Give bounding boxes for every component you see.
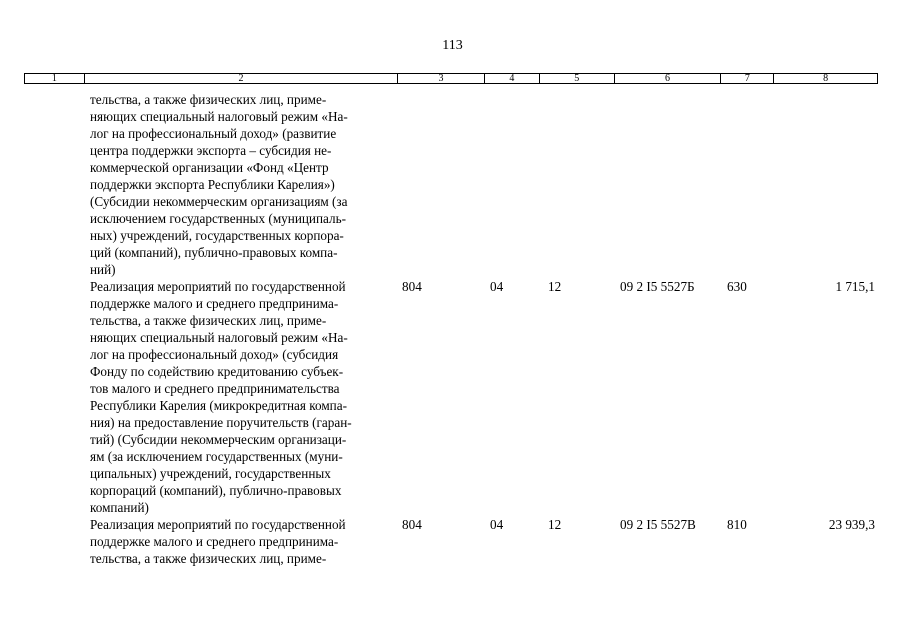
description-line: Реализация мероприятий по государственной bbox=[90, 517, 346, 532]
description-line: корпораций (компаний), публично-правовых bbox=[90, 483, 342, 498]
description-line: няющих специальный налоговый режим «На- bbox=[90, 109, 348, 124]
description-line: ных) учреждений, государственных корпора- bbox=[90, 228, 344, 243]
description-line: компаний) bbox=[90, 500, 149, 515]
row-description bbox=[90, 516, 390, 567]
description-line: ям (за исключением государственных (муни- bbox=[90, 449, 343, 464]
column-number-4: 4 bbox=[485, 74, 540, 83]
cell-subsection: 12 bbox=[548, 279, 562, 294]
description-line: лог на профессиональный доход» (субсидия bbox=[90, 347, 339, 362]
row-description bbox=[90, 278, 390, 516]
description-line: ний) bbox=[90, 262, 116, 277]
column-number-5: 5 bbox=[540, 74, 615, 83]
description-line: исключением государственных (муниципаль- bbox=[90, 211, 347, 226]
cell-ministry-code: 804 bbox=[402, 279, 422, 294]
column-number-2: 2 bbox=[85, 74, 398, 83]
description-line: ций (компаний), публично-правовых компа- bbox=[90, 245, 338, 260]
description-line: тов малого и среднего предпринимательства bbox=[90, 381, 340, 396]
table-header-row bbox=[24, 73, 878, 84]
cell-subsection: 12 bbox=[548, 517, 562, 532]
description-line: (Субсидии некоммерческим организациям (за bbox=[90, 194, 348, 209]
description-line: поддержке малого и среднего предпринима- bbox=[90, 534, 339, 549]
cell-section: 04 bbox=[490, 279, 504, 294]
description-line: тельства, а также физических лиц, приме- bbox=[90, 313, 327, 328]
description-line: коммерческой организации «Фонд «Центр bbox=[90, 160, 329, 175]
cell-section: 04 bbox=[490, 517, 504, 532]
cell-amount: 23 939,3 bbox=[828, 517, 875, 532]
description-line: Фонду по содействию кредитованию субъек- bbox=[90, 364, 344, 379]
cell-ministry-code: 804 bbox=[402, 517, 422, 532]
cell-target-article: 09 2 I5 5527Б bbox=[620, 279, 695, 294]
description-line: ципальных) учреждений, государственных bbox=[90, 466, 331, 481]
description-line: лог на профессиональный доход» (развитие bbox=[90, 126, 337, 141]
cell-amount: 1 715,1 bbox=[835, 279, 875, 294]
cell-expense-type: 810 bbox=[727, 517, 747, 532]
cell-target-article: 09 2 I5 5527В bbox=[620, 517, 696, 532]
description-line: ния) на предоставление поручительств (гаран- bbox=[90, 415, 352, 430]
description-line: няющих специальный налоговый режим «На- bbox=[90, 330, 348, 345]
description-line: центра поддержки экспорта – субсидия не- bbox=[90, 143, 332, 158]
cell-expense-type: 630 bbox=[727, 279, 747, 294]
column-number-6: 6 bbox=[615, 74, 722, 83]
column-number-3: 3 bbox=[398, 74, 485, 83]
description-line: Реализация мероприятий по государственной bbox=[90, 279, 346, 294]
column-number-1: 1 bbox=[25, 74, 85, 83]
description-line: Республики Карелия (микрокредитная компа- bbox=[90, 398, 347, 413]
page-number: 113 bbox=[442, 38, 463, 53]
description-line: поддержке малого и среднего предпринима- bbox=[90, 296, 339, 311]
description-line: тий) (Субсидии некоммерческим организаци- bbox=[90, 432, 347, 447]
column-number-7: 7 bbox=[721, 74, 774, 83]
row-description bbox=[90, 91, 390, 278]
description-line: поддержки экспорта Республики Карелия») bbox=[90, 177, 335, 192]
description-line: тельства, а также физических лиц, приме- bbox=[90, 92, 327, 107]
description-line: тельства, а также физических лиц, приме- bbox=[90, 551, 327, 566]
column-number-8: 8 bbox=[823, 73, 829, 84]
